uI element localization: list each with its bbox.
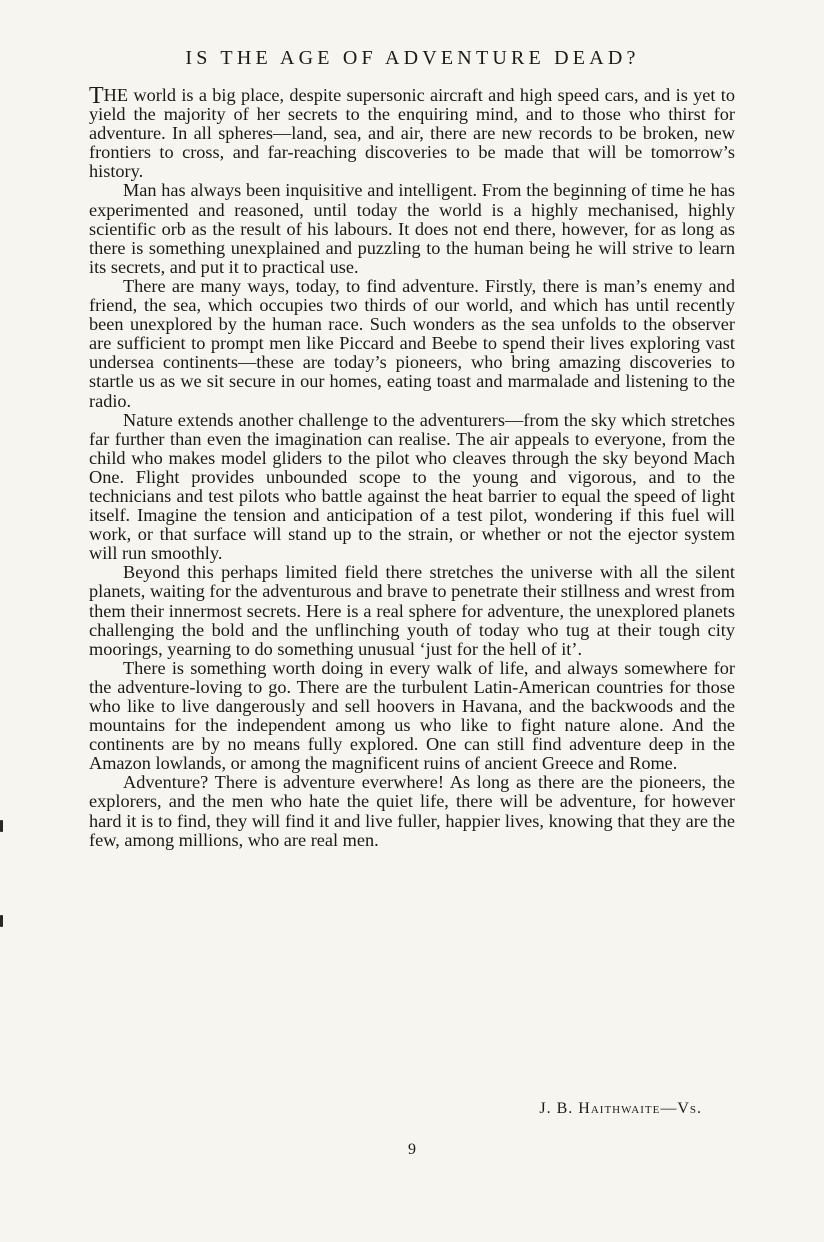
- paragraph-1: [89, 83, 735, 182]
- article-title: IS THE AGE OF ADVENTURE DEAD?: [185, 47, 640, 69]
- paragraph-5: Beyond this perhaps limited field there stretches the universe with all the silent planets, waiting for the adventurous and brave to penetrate their stillness and wrest from them their innermost secrets. Here is a real sphere for adventure, the unexplored planets challenging the bold and the unflinching youth of today who tug at their tough city moorings, yearning to do something unusual ‘just for the hell of it’.: [89, 562, 735, 659]
- page-number: 9: [408, 1141, 416, 1158]
- paragraph-1-text: world is a big place, despite supersonic aircraft and high speed cars, and is yet to yield the majority of her secrets to the enquiring mind, and to those who thirst for adventure. In all spheres—land, sea, and air, there are new records to be broken, new frontiers to cross, and far-reaching discoveries to be made that will be tomorrow’s history.: [89, 85, 735, 182]
- paragraph-4: Nature extends another challenge to the adventurers—from the sky which stretches far further than even the imagination can realise. The air appeals to everyone, from the child who makes model gliders to the pilot who cleaves through the sky beyond Mach One. Flight provides unbounded scope to the young and vigorous, and to the technicians and test pilots who battle against the heat barrier to equal the speed of light itself. Imagine the tension and anticipation of a test pilot, wondering if this fuel will work, or that surface will stand up to the strain, or whether or not the ejector system will run smoothly.: [89, 409, 735, 564]
- drop-cap-initial: T: [89, 83, 104, 109]
- paragraph-2: Man has always been inquisitive and intelligent. From the beginning of time he has experimented and reasoned, until today the world is a highly mechanised, highly scientific orb as the result of his labours. It does not end there, however, for as long as there is something unexplained and puzzling to the human being he will strive to learn its secrets, and put it to practical use.: [89, 180, 735, 277]
- paragraph-6: There is something worth doing in every walk of life, and always somewhere for the adventure-loving to go. There are the turbulent Latin-American countries for those who like to live dangerously and sell hoovers in Havana, and the backwoods and the mountains for the independent among us who like to fight nature alone. And the continents are by no means fully explored. One can still find adventure deep in the Amazon lowlands, or among the magnificent ruins of ancient Greece and Rome.: [89, 657, 735, 774]
- scan-edge-mark: [0, 820, 3, 832]
- article-body: [89, 83, 735, 850]
- paragraph-7: Adventure? There is adventure everwhere! As long as there are the pioneers, the explorers, and the men who hate the quiet life, there will be adventure, for however hard it is to find, they will find it and live fuller, happier lives, knowing that they are the few, among millions, who are real men.: [89, 772, 735, 850]
- paragraph-3: There are many ways, today, to find adventure. Firstly, there is man’s enemy and friend, the sea, which occupies two thirds of our world, and which has until recently been unexplored by the human race. Such wonders as the sea unfolds to the observer are sufficient to prompt men like Piccard and Beebe to spend their lives exploring vast undersea continents—these are today’s pioneers, who bring amazing discoveries to startle us as we sit secure in our homes, eating toast and marmalade and listening to the radio.: [89, 275, 735, 411]
- drop-cap-rest: HE: [103, 85, 129, 105]
- author-signature: J. B. Haithwaite—Vs.: [539, 1100, 702, 1117]
- scan-edge-mark: [0, 915, 3, 927]
